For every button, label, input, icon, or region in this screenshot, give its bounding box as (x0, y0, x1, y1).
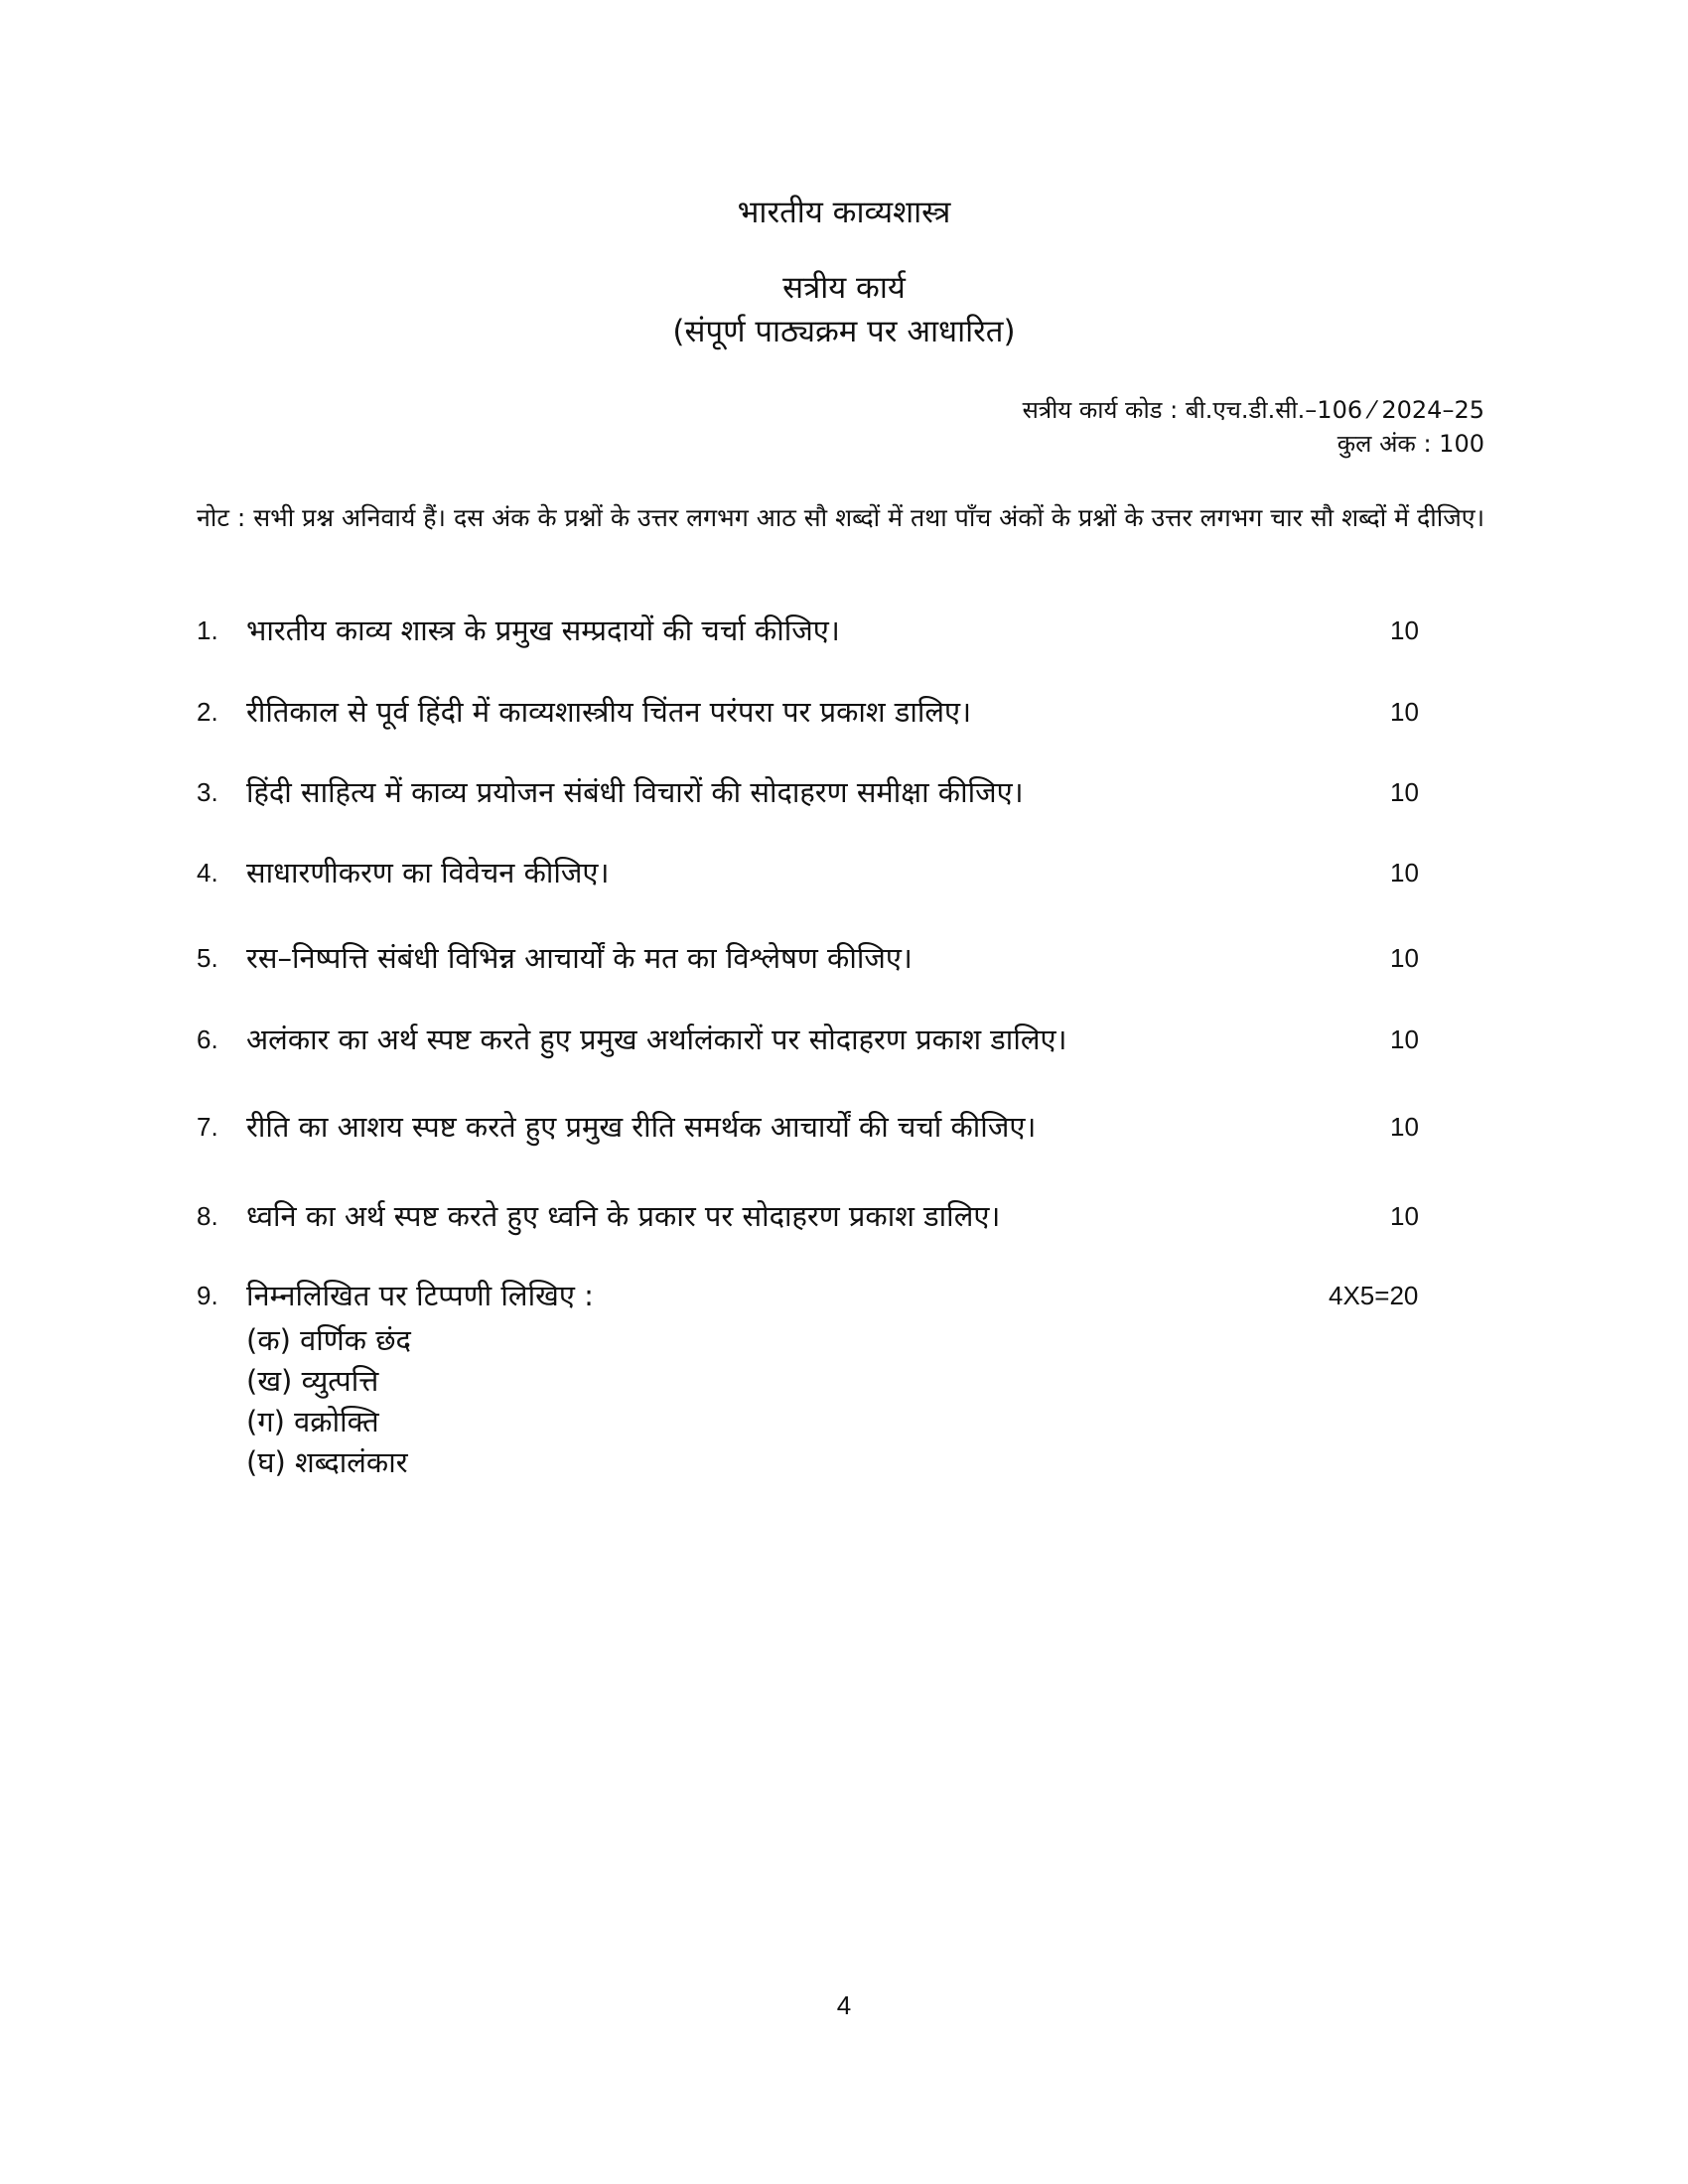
question-number: 4. (197, 858, 218, 887)
question-9-subitems (246, 1320, 411, 1483)
subitem: (क) वर्णिक छंद (246, 1323, 411, 1357)
question-marks: 10 (1390, 615, 1419, 645)
question-number: 5. (197, 943, 218, 973)
question-number: 7. (197, 1112, 218, 1142)
question-text: रस–निष्पत्ति संबंधी विभिन्न आचार्यों के मत का विश्लेषण कीजिए। (246, 941, 913, 975)
question-marks: 10 (1390, 1201, 1419, 1231)
question-marks: 10 (1390, 697, 1419, 727)
question-marks: 4X5=20 (1329, 1281, 1419, 1310)
question-marks: 10 (1390, 777, 1419, 807)
document-subtitle-note: (संपूर्ण पाठ्यक्रम पर आधारित) (672, 314, 1016, 349)
page-number: 4 (836, 1990, 852, 2020)
question-number: 3. (197, 777, 218, 807)
question-number: 2. (197, 697, 218, 727)
document-title: भारतीय काव्यशास्त्र (737, 195, 951, 230)
question-marks: 10 (1390, 943, 1419, 973)
question-text: अलंकार का अर्थ स्पष्ट करते हुए प्रमुख अर्थालंकारों पर सोदाहरण प्रकाश डालिए। (246, 1023, 1067, 1056)
question-marks: 10 (1390, 858, 1419, 887)
question-number: 8. (197, 1201, 218, 1231)
question-number: 9. (197, 1281, 218, 1310)
question-text: हिंदी साहित्य में काव्य प्रयोजन संबंधी विचारों की सोदाहरण समीक्षा कीजिए। (246, 775, 1024, 809)
question-number: 6. (197, 1024, 218, 1054)
question-marks: 10 (1390, 1112, 1419, 1142)
question-text: रीति का आशय स्पष्ट करते हुए प्रमुख रीति समर्थक आचार्यों की चर्चा कीजिए। (246, 1110, 1037, 1144)
question-text: साधारणीकरण का विवेचन कीजिए। (246, 856, 610, 889)
total-marks: कुल अंक : 100 (1336, 430, 1484, 458)
question-text: भारतीय काव्य शास्त्र के प्रमुख सम्प्रदायों की चर्चा कीजिए। (246, 614, 840, 647)
question-text: निम्नलिखित पर टिप्पणी लिखिए : (246, 1279, 594, 1312)
question-text: रीतिकाल से पूर्व हिंदी में काव्यशास्त्रीय चिंतन परंपरा पर प्रकाश डालिए। (246, 695, 972, 729)
assignment-code: सत्रीय कार्य कोड : बी.एच.डी.सी.–106 ⁄ 2024–25 (1022, 396, 1484, 424)
instructions-note: नोट : सभी प्रश्न अनिवार्य हैं। दस अंक के प्रश्नों के उत्तर लगभग आठ सौ शब्दों में तथा पाँच अंकों के प्रश्नों के उत्तर लगभग चार सौ शब्दों में दीजिए। (197, 503, 1485, 532)
document-subtitle: सत्रीय कार्य (782, 270, 906, 306)
subitem: (घ) शब्दालंकार (246, 1445, 408, 1479)
question-text: ध्वनि का अर्थ स्पष्ट करते हुए ध्वनि के प्रकार पर सोदाहरण प्रकाश डालिए। (246, 1199, 1001, 1233)
question-marks: 10 (1390, 1024, 1419, 1054)
question-number: 1. (197, 615, 218, 645)
subitem: (ख) व्युत्पत्ति (246, 1364, 379, 1398)
subitem: (ग) वक्रोक्ति (246, 1405, 379, 1438)
